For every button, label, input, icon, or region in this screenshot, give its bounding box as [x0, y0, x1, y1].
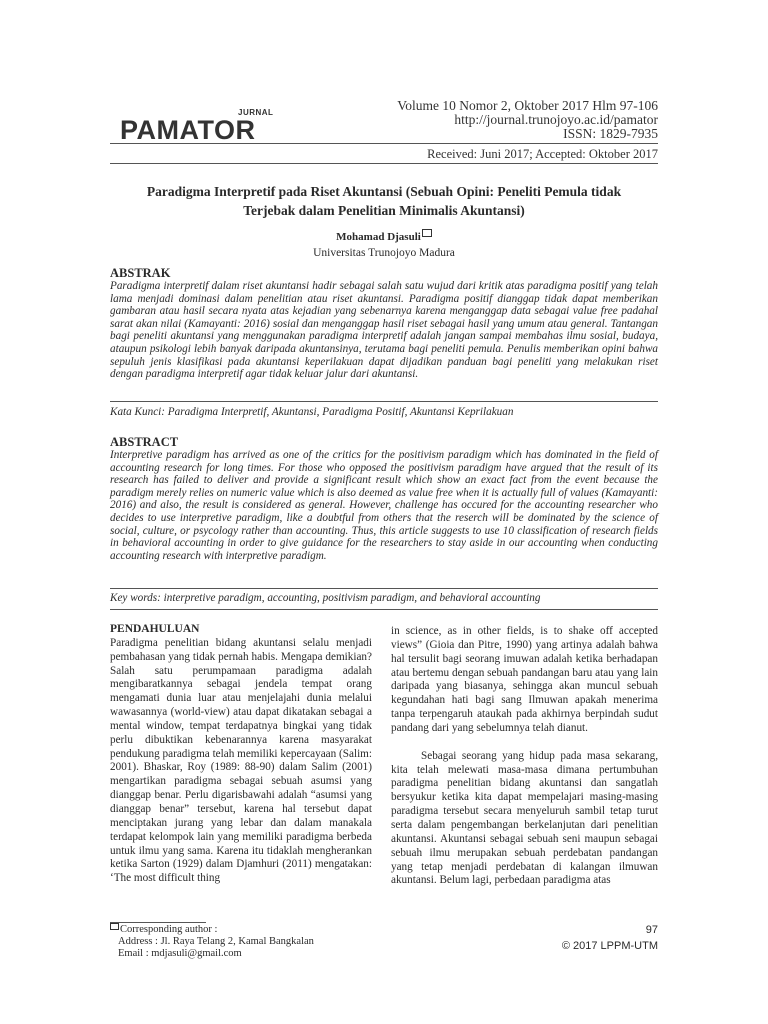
- author-line: [110, 229, 658, 243]
- abstrak-divider: [110, 401, 658, 402]
- title-line-1: Paradigma Interpretif pada Riset Akuntansi (Sebuah Opini: Peneliti Pemula tidak: [146, 184, 622, 199]
- header-divider: [110, 143, 658, 144]
- author-address: Address : Jl. Raya Telang 2, Kamal Bangkalan: [118, 936, 314, 947]
- envelope-icon: [110, 923, 119, 930]
- issn: ISSN: 1829-7935: [563, 126, 658, 141]
- body-paragraph: Sebagai seorang yang hidup pada masa sekarang, kita telah melewati masa-masa dimana pertumbuhan paradigma penelitian bidang akuntansi dan sangatlah bersyukur ketika kita dapat mempelajari masing-masing paradigma tersebut secara menyeluruh sambil tetap turut serta dalam pengembangan berkelanjutan dari penelitian akuntansi. Akuntansi sebagai sebuah seni maupun sebagai sebuah ilmu merupakan sebuah perdebatan pandangan yang tetap menjadi perdebatan di kalangan ilmuwan akuntansi. Belum lagi, perbedaan paradigma atas: [391, 749, 658, 887]
- envelope-icon: [422, 229, 432, 237]
- page-number: 97: [645, 924, 658, 936]
- abstract-divider: [110, 588, 658, 589]
- header-divider-lower: [110, 163, 658, 164]
- body-paragraph: Paradigma penelitian bidang akuntansi selalu menjadi pembahasan yang tidak pernah habis. Mengapa demikian? Salah satu perumpamaan paradigma adalah mengibaratkannya sebagai jendela tempat orang mengamati dunia luar atau menjelajahi dunia melalui wawasannya (world-view) atau dapat dikatakan sebagai a mental window, tempat terdapatnya bingkai yang tidak perlu dibuktikan kebenarannya karena masyarakat pendukung paradigma telah memiliki kepercayaan (Salim: 2001). Bhaskar, Roy (1989: 88-90) dalam Salim (2001) mengartikan paradigma sebagai sebuah asumsi yang dianggap benar. Perlu digarisbawahi adalah “asumsi yang dianggap benar” tersebut, karena hal tersebut dapat menciptakan jurang yang lebar dan dalam manakala terdapat kelompok lain yang memiliki paradigma berbeda untuk ilmu yang sama. Karena itu tidaklah mengherankan ketika Sarton (1929) dalam Djamhuri (2011) mengatakan: ‘The most difficult thing: [110, 636, 372, 885]
- author-email[interactable]: Email : mdjasuli@gmail.com: [118, 948, 242, 959]
- abstract-heading: ABSTRACT: [110, 435, 179, 449]
- body-left-column: [110, 623, 372, 886]
- author-name: Mohamad Djasuli: [336, 231, 421, 243]
- abstract-bottom-divider: [110, 609, 658, 610]
- copyright: © 2017 LPPM-UTM: [561, 940, 658, 952]
- abstrak-heading: ABSTRAK: [110, 266, 171, 280]
- footnote: [110, 923, 314, 960]
- section-heading-pendahuluan: PENDAHULUAN: [110, 623, 200, 635]
- journal-url[interactable]: http://journal.trunojoyo.ac.id/pamator: [454, 112, 658, 127]
- body-right-column: [391, 625, 658, 888]
- abstrak-text: Paradigma interpretif dalam riset akuntansi hadir sebagai salah satu wujud dari kritik atas paradigma positif yang telah lama menjadi dominasi dalam penelitian atau riset akuntansi. Paradigma positif dianggap tidak dapat memberikan gambaran atau hasil secara nyata atas kejadian yang sebenarnya karena menganggap data sebagai value free padahal sarat akan nilai (Kamayanti: 2016) sosial dan menganggap hasil riset sebagai hasil yang umum atau general. Tantangan bagi peneliti akuntansi yang menggunakan paradigma interpretif adalah jangan sampai membahas ilmu sosial, budaya, ataupun psikologi lebih banyak daripada akuntansinya, terutama bagi peneliti pemula. Penulis memberikan opini bahwa sepuluh jenis klasifikasi pada akuntansi keperilakuan dapat dijadikan panduan bagi peneliti yang melakukan riset dengan paradigma interpretif agar tidak keluar jalur dari akuntansi.: [110, 280, 658, 381]
- abstract-keywords: Key words: interpretive paradigm, accounting, positivism paradigm, and behavioral accounting: [110, 592, 541, 604]
- abstrak-keywords: Kata Kunci: Paradigma Interpretif, Akuntansi, Paradigma Positif, Akuntansi Keprilakuan: [110, 406, 514, 418]
- journal-logo: PAMATOR: [120, 115, 256, 145]
- body-paragraph: in science, as in other fields, is to shake off accepted views” (Gioia dan Pitre, 1990) yang artinya adalah bahwa hal tersulit bagi seorang imuwan adalah ketika berhadapan atau bertemu dengan sebuah pandangan baru atau yang lain daripada yang biasanya, sehingga akan muncul sebuah kegundahan hati bagi sang Ilmuwan apakah menerima tanpa terpengaruh ataukah pada akhirnya berpindah sudut pandang dari yang sebelumnya telah dianut.: [391, 625, 658, 734]
- title-line-2: Terjebak dalam Penelitian Minimalis Akuntansi): [243, 203, 525, 218]
- journal-info: [397, 99, 658, 141]
- journal-logo-small-text: JURNAL: [238, 108, 274, 117]
- corresponding-author-label: Corresponding author :: [120, 924, 218, 935]
- abstract-text: Interpretive paradigm has arrived as one of the critics for the positivism paradigm which has dominated in the field of accounting research for long times. For those who opposed the positivism paradigm have argued that the result of its research has failed to deliver and provide a significant result which show an exact fact from the event because the paradigm merely relies on numeric value which is also deemed as value free when it is actually full of values (Kamayanti: 2016) and also, the result is considered as general. However, challenge has occured for the accounting researcher who decides to use interpretive paradigm, like a doubtful from others that the reserch will be dominated by the science of social, culture, or psycology rather than accounting. Thus, this article suggests to use 10 classification of research fields in behavioral accounting in order to give guidance for the researchers to stay aside in our accounting when conducting accounting research with interpretive paradigm.: [110, 449, 658, 562]
- received-dates: Received: Juni 2017; Accepted: Oktober 2017: [427, 147, 658, 161]
- volume-info: Volume 10 Nomor 2, Oktober 2017 Hlm 97-106: [397, 98, 658, 113]
- affiliation: Universitas Trunojoyo Madura: [313, 247, 455, 259]
- article-title: [110, 182, 658, 220]
